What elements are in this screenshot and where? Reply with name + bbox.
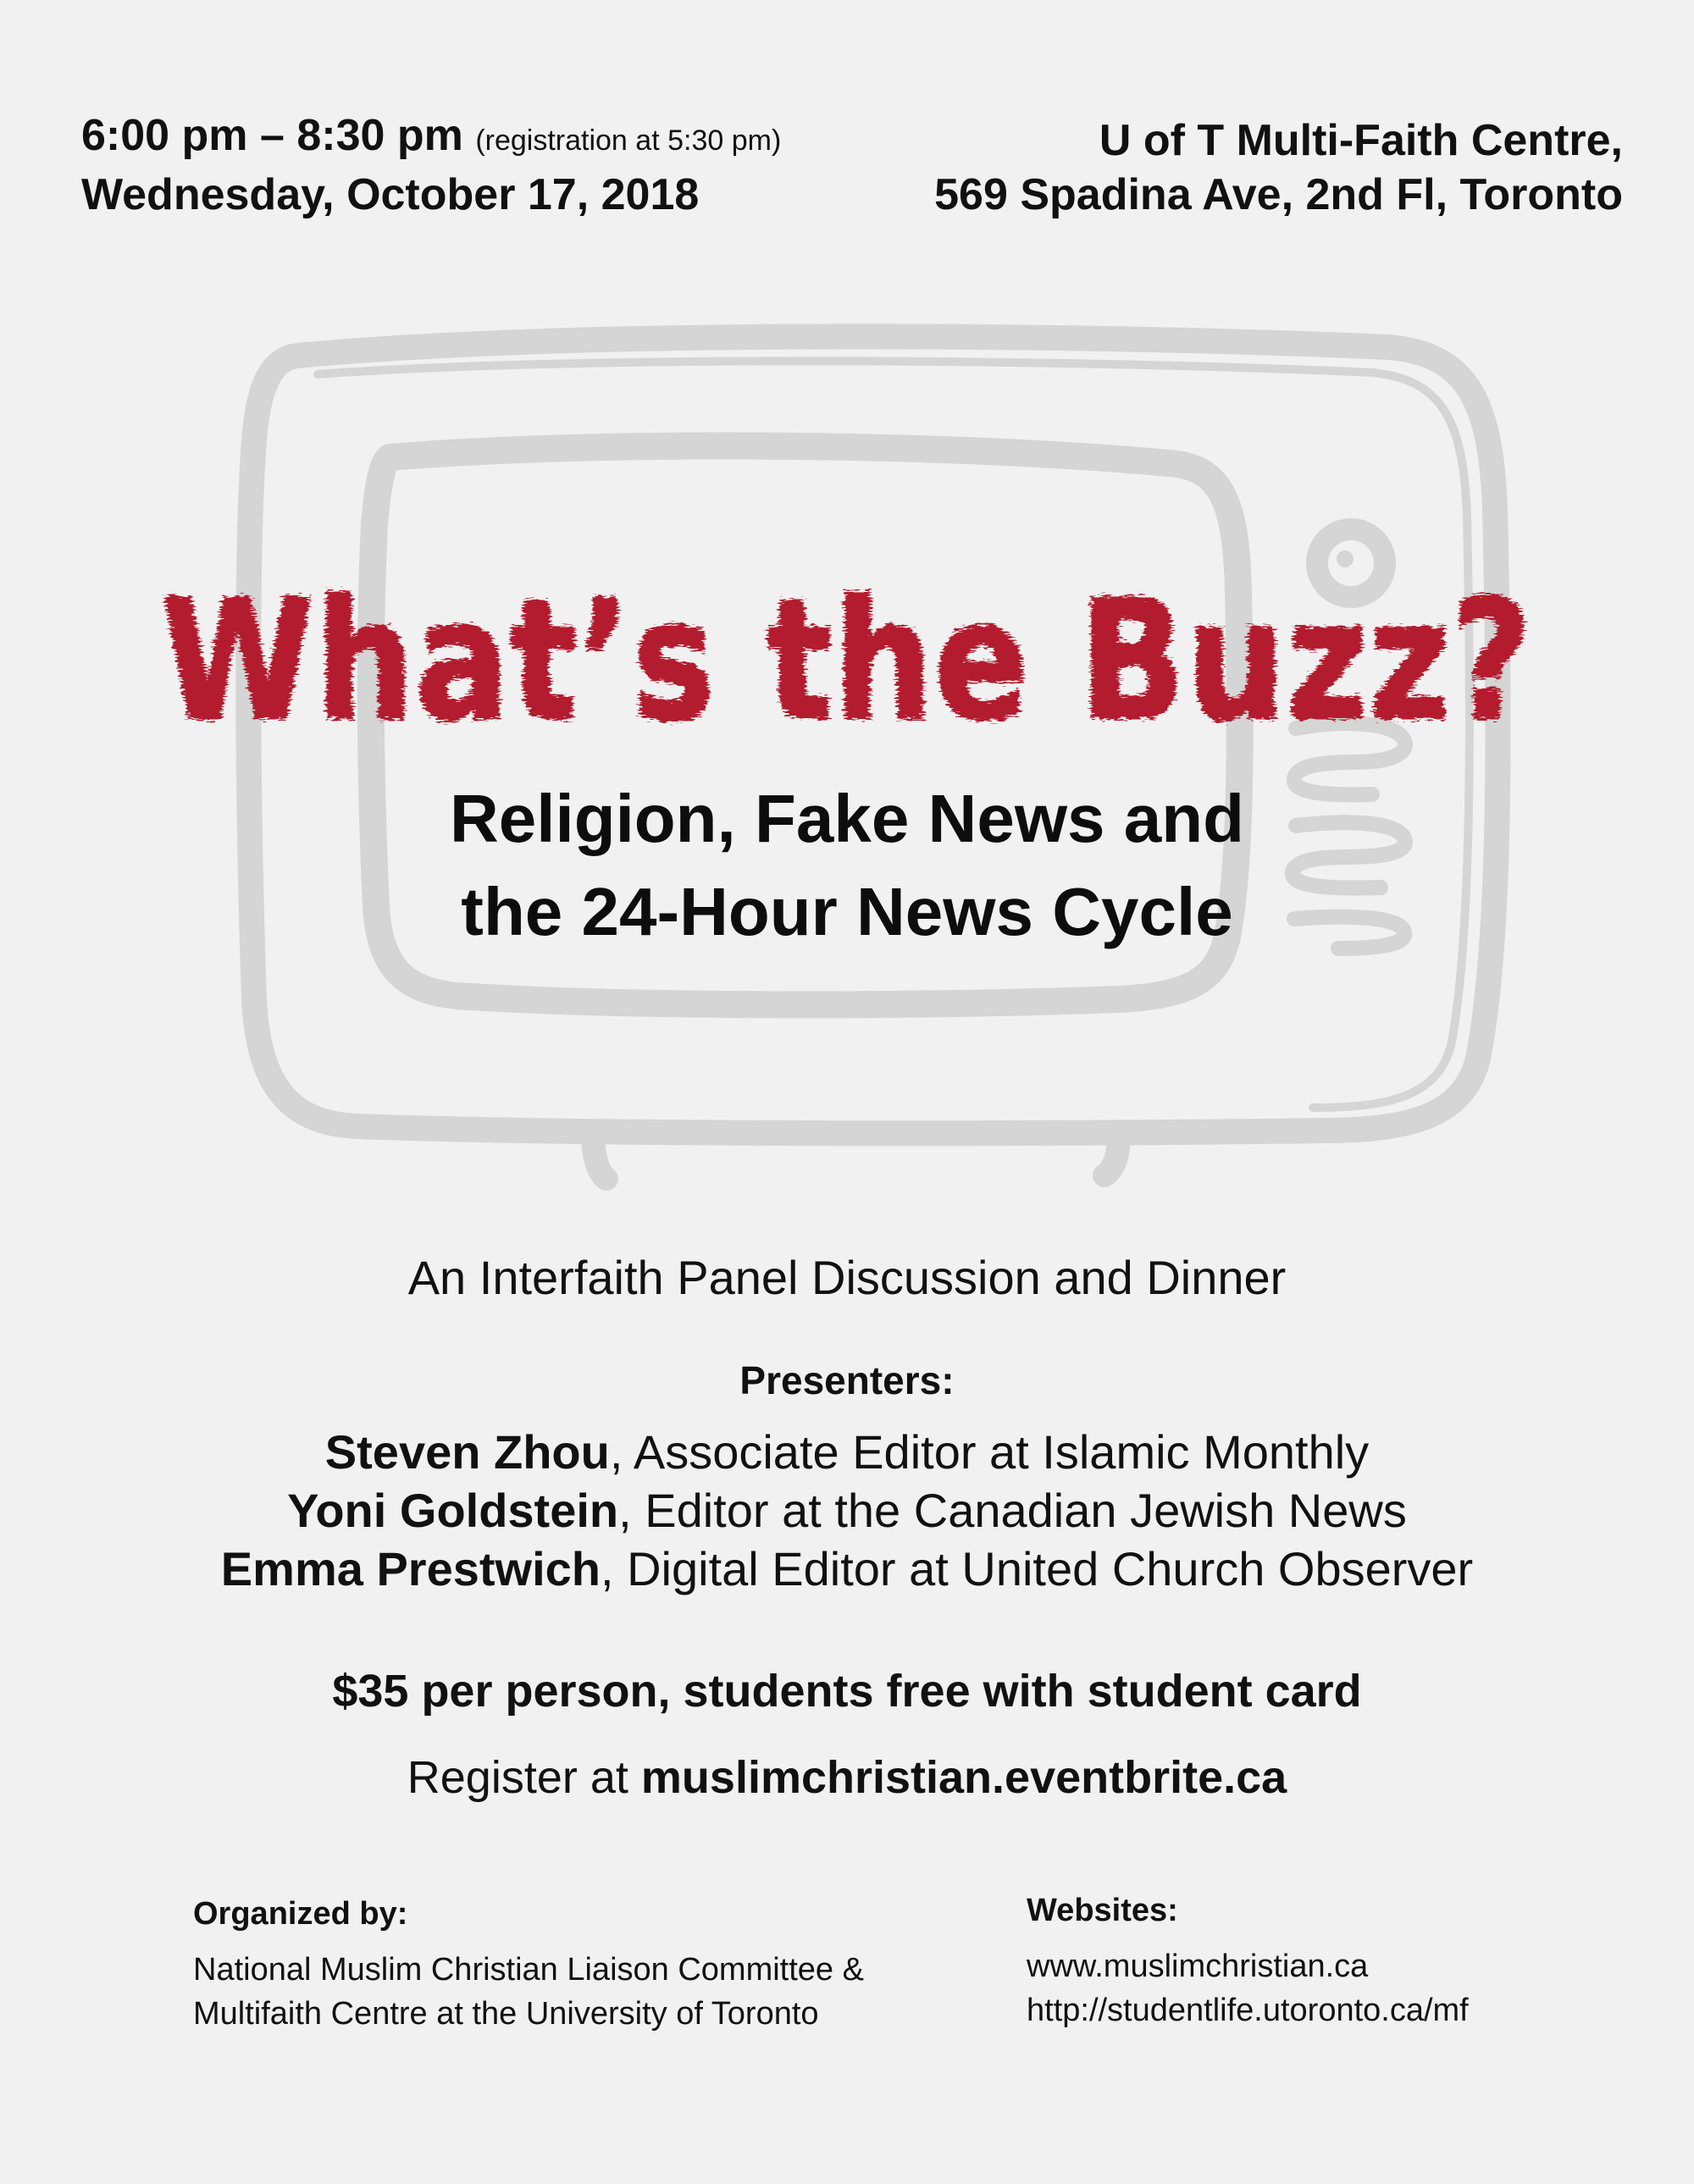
presenter-item (0, 1540, 1694, 1598)
subtitle-line-1: Religion, Fake News and (449, 781, 1244, 856)
main-title-text: What’s the Buzz? (161, 565, 1533, 758)
register-prefix: Register at (407, 1752, 628, 1803)
presenter-role: , Digital Editor at United Church Observer (601, 1542, 1474, 1595)
presenter-name: Yoni Goldstein (287, 1484, 619, 1537)
presenter-name: Emma Prestwich (220, 1542, 601, 1595)
presenters-heading: Presenters: (739, 1358, 955, 1402)
organizer-line-2: Multifaith Centre at the University of Toronto (193, 1996, 819, 2032)
presenters-list (0, 1423, 1694, 1598)
register-line (0, 1748, 1694, 1807)
websites (1027, 1888, 1469, 2032)
registration-note: (registration at 5:30 pm) (475, 124, 782, 157)
venue-line-1: U of T Multi-Faith Centre, (1099, 116, 1623, 165)
websites-heading: Websites: (1027, 1893, 1178, 1928)
presenter-name: Steven Zhou (324, 1425, 610, 1479)
price-info: $35 per person, students free with student card (332, 1666, 1362, 1717)
event-time-date (81, 108, 781, 222)
organized-heading: Organized by: (193, 1896, 408, 1932)
event-date: Wednesday, October 17, 2018 (81, 170, 700, 219)
subtitle (0, 772, 1694, 959)
register-link[interactable]: muslimchristian.eventbrite.ca (640, 1752, 1287, 1803)
venue-line-2: 569 Spadina Ave, 2nd Fl, Toronto (934, 170, 1623, 219)
subtitle-line-2: the 24-Hour News Cycle (461, 874, 1233, 949)
presenter-item (0, 1423, 1694, 1481)
presenter-item (0, 1481, 1694, 1540)
presenter-role: , Associate Editor at Islamic Monthly (609, 1425, 1370, 1479)
presenter-role: , Editor at the Canadian Jewish News (618, 1484, 1407, 1537)
website-link-2[interactable]: http://studentlife.utoronto.ca/mf (1027, 1993, 1469, 2028)
organized-by (193, 1892, 864, 2036)
organizer-line-1: National Muslim Christian Liaison Committee & (193, 1952, 864, 1988)
website-link-1[interactable]: www.muslimchristian.ca (1027, 1949, 1369, 1984)
event-venue (934, 113, 1623, 222)
event-time: 6:00 pm – 8:30 pm (81, 111, 463, 160)
event-type: An Interfaith Panel Discussion and Dinner (407, 1251, 1287, 1304)
